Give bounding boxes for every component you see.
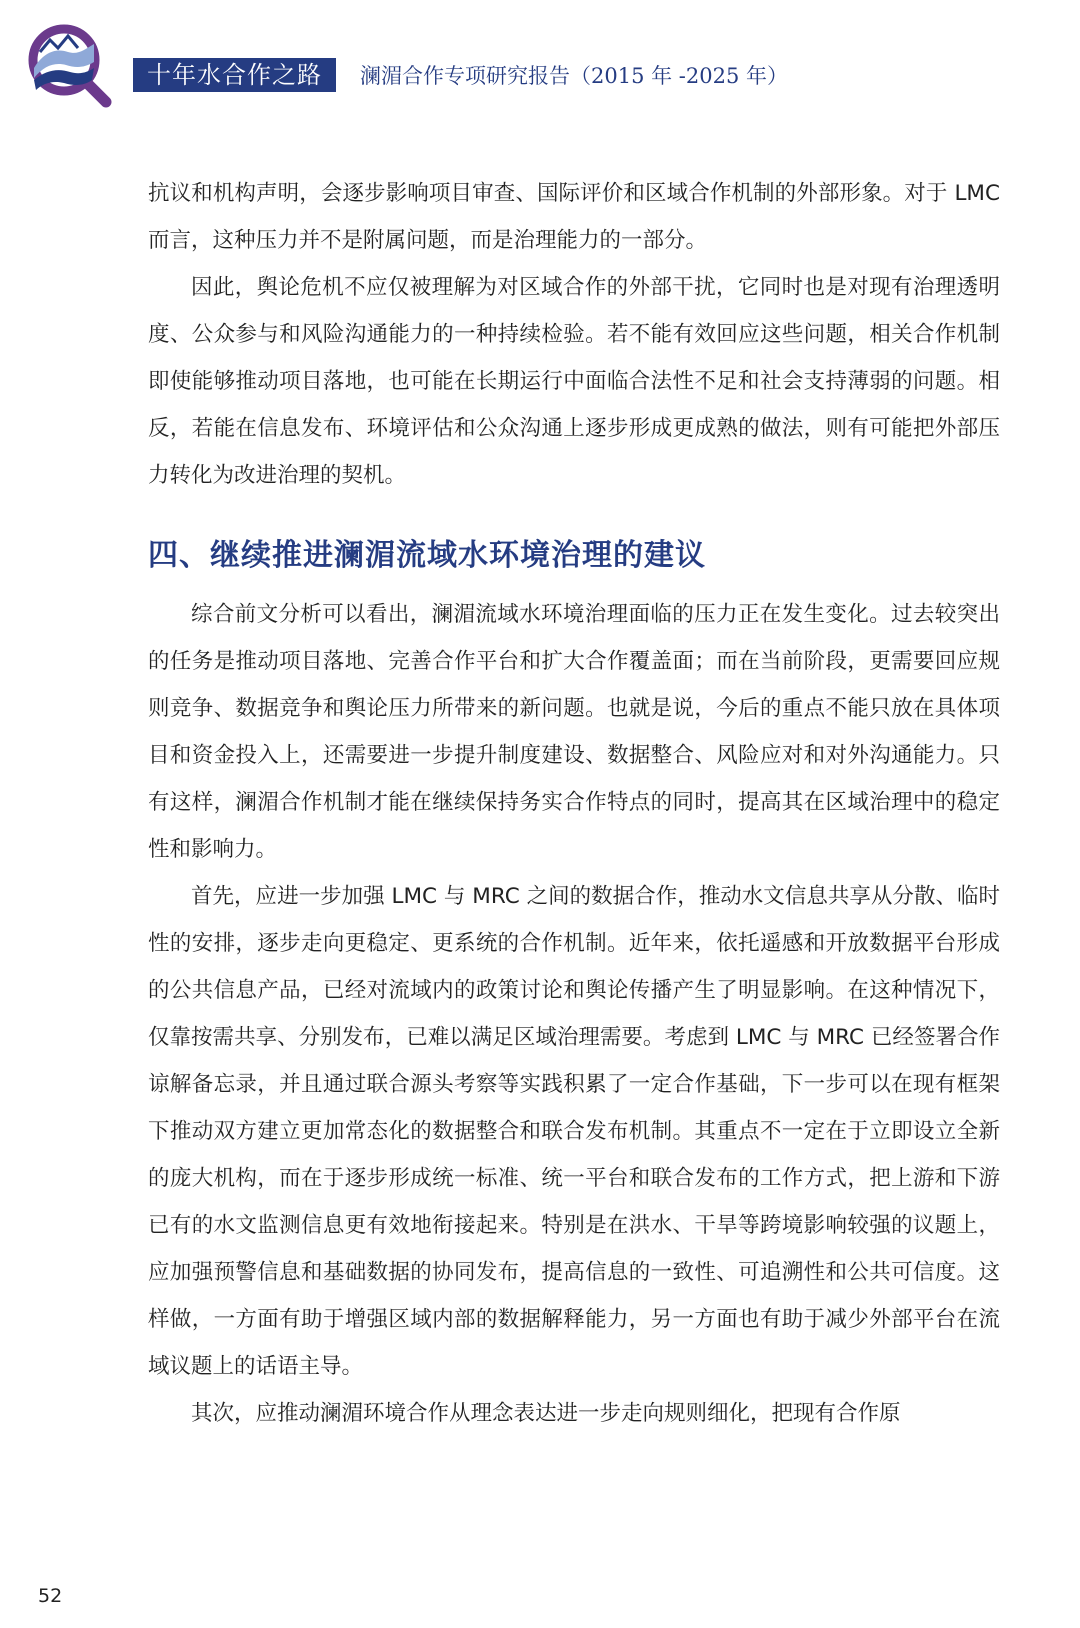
magnifier-river-logo-icon (26, 22, 114, 110)
report-title: 澜湄合作专项研究报告（2015 年 -2025 年） (360, 64, 789, 88)
page-header (0, 0, 1080, 120)
section-paragraph: 其次，应推动澜湄环境合作从理念表达进一步走向规则细化，把现有合作原 (191, 1401, 901, 1426)
section-title: 四、继续推进澜湄流域水环境治理的建议 (148, 538, 706, 573)
series-label: 十年水合作之路 (133, 58, 336, 92)
intro-paragraph: 因此，舆论危机不应仅被理解为对区域合作的外部干扰，它同时也是对现有治理透明度、公众参与和风险沟通能力的一种持续检验。若不能有效回应这些问题，相关合作机制即使能够推动项目落地，也可能在长期运行中面临合法性不足和社会支持薄弱的问题。相反，若能在信息发布、环境评估和公众沟通上逐步形成更成熟的做法，则有可能把外部压力转化为改进治理的契机。 (148, 275, 1000, 488)
page-content (148, 170, 1000, 1437)
section-paragraph: 首先，应进一步加强 LMC 与 MRC 之间的数据合作，推动水文信息共享从分散、临时性的安排，逐步走向更稳定、更系统的合作机制。近年来，依托遥感和开放数据平台形成的公共信息产品，已经对流域内的政策讨论和舆论传播产生了明显影响。在这种情况下，仅靠按需共享、分别发布，已难以满足区域治理需要。考虑到 LMC 与 MRC 已经签署合作谅解备忘录，并且通过联合源头考察等实践积累了一定合作基础，下一步可以在现有框架下推动双方建立更加常态化的数据整合和联合发布机制。其重点不一定在于立即设立全新的庞大机构，而在于逐步形成统一标准、统一平台和联合发布的工作方式，把上游和下游已有的水文监测信息更有效地衔接起来。特别是在洪水、干旱等跨境影响较强的议题上，应加强预警信息和基础数据的协同发布，提高信息的一致性、可追溯性和公共可信度。这样做，一方面有助于增强区域内部的数据解释能力，另一方面也有助于减少外部平台在流域议题上的话语主导。 (148, 884, 1000, 1379)
section-paragraph: 综合前文分析可以看出，澜湄流域水环境治理面临的压力正在发生变化。过去较突出的任务是推动项目落地、完善合作平台和扩大合作覆盖面；而在当前阶段，更需要回应规则竞争、数据竞争和舆论压力所带来的新问题。也就是说，今后的重点不能只放在具体项目和资金投入上，还需要进一步提升制度建设、数据整合、风险应对和对外沟通能力。只有这样，澜湄合作机制才能在继续保持务实合作特点的同时，提高其在区域治理中的稳定性和影响力。 (148, 602, 1000, 862)
page-number: 52 (38, 1585, 63, 1607)
intro-paragraph: 抗议和机构声明，会逐步影响项目审查、国际评价和区域合作机制的外部形象。对于 LMC 而言，这种压力并不是附属问题，而是治理能力的一部分。 (148, 181, 1000, 253)
